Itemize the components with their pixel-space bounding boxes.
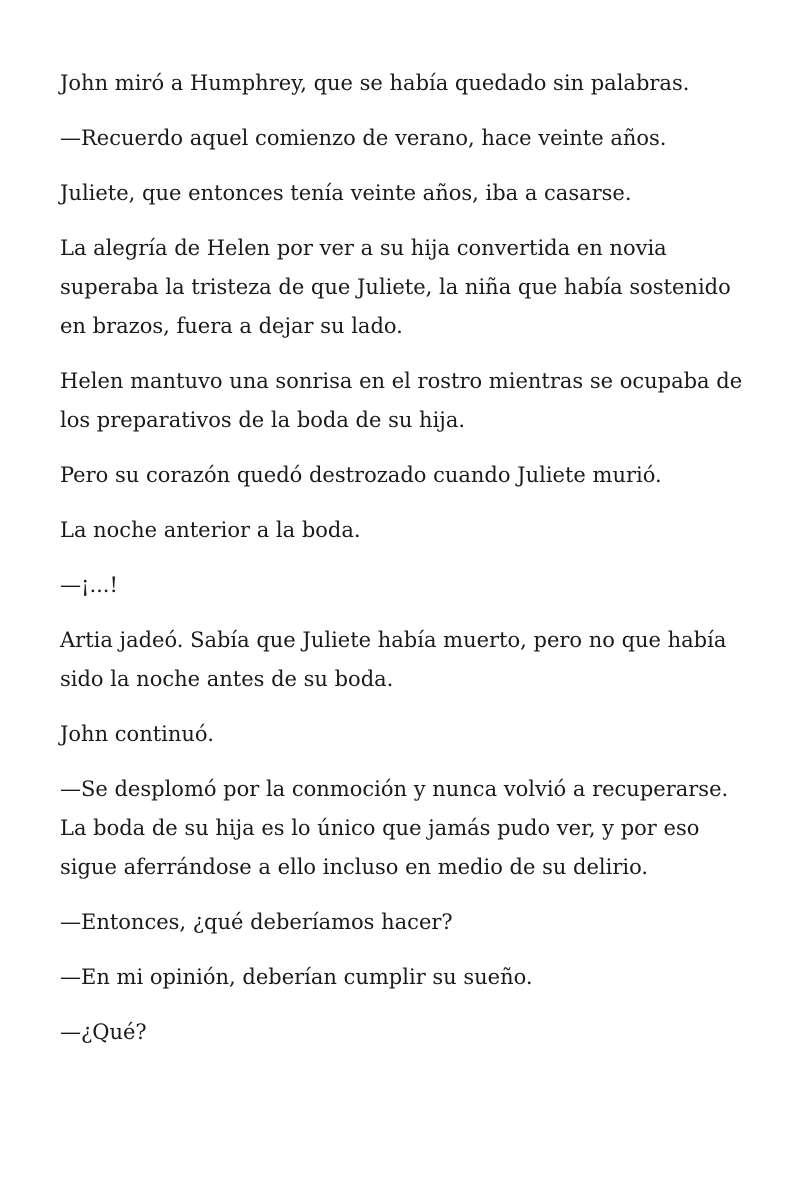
document-body xyxy=(60,64,750,1068)
paragraph: Pero su corazón quedó destrozado cuando Juliete murió. xyxy=(60,463,662,487)
paragraph: Artia jadeó. Sabía que Juliete había muerto, pero no que había sido la noche antes de su boda. xyxy=(60,628,727,691)
paragraph: —Entonces, ¿qué deberíamos hacer? xyxy=(60,910,453,934)
paragraph: —Se desplomó por la conmoción y nunca volvió a recuperarse. La boda de su hija es lo único que jamás pudo ver, y por eso sigue aferrándose a ello incluso en medio de su delirio. xyxy=(60,777,729,879)
paragraph: La alegría de Helen por ver a su hija convertida en novia superaba la tristeza de que Juliete, la niña que había sostenido en brazos, fuera a dejar su lado. xyxy=(60,236,731,338)
paragraph: —En mi opinión, deberían cumplir su sueño. xyxy=(60,965,533,989)
paragraph: —¡...! xyxy=(60,573,118,597)
paragraph: Helen mantuvo una sonrisa en el rostro mientras se ocupaba de los preparativos de la boda de su hija. xyxy=(60,369,743,432)
paragraph: John miró a Humphrey, que se había quedado sin palabras. xyxy=(60,71,690,95)
paragraph: John continuó. xyxy=(60,722,214,746)
paragraph: Juliete, que entonces tenía veinte años, iba a casarse. xyxy=(60,181,632,205)
paragraph: —Recuerdo aquel comienzo de verano, hace veinte años. xyxy=(60,126,667,150)
paragraph: La noche anterior a la boda. xyxy=(60,518,361,542)
paragraph: —¿Qué? xyxy=(60,1020,147,1044)
